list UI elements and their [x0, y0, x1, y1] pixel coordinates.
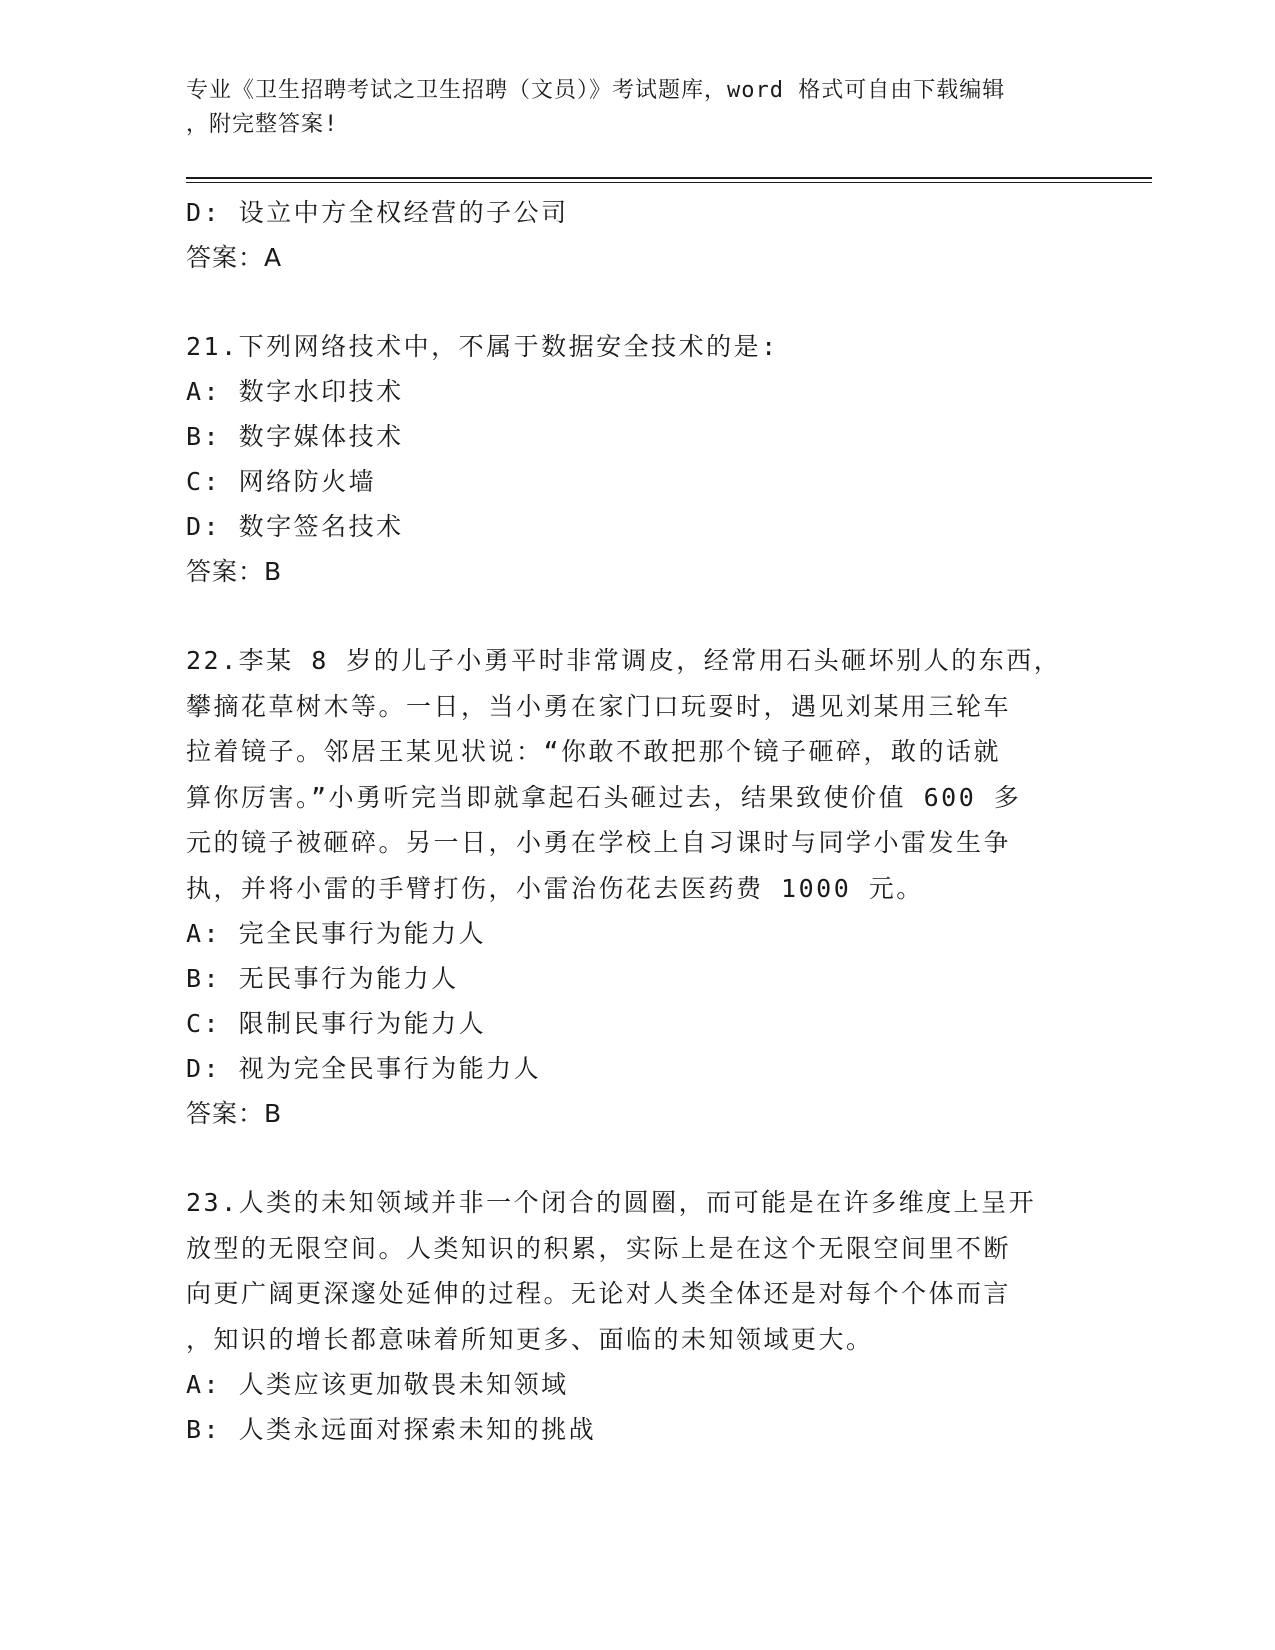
- question-22: [186, 638, 1086, 1136]
- option-a: A: 完全民事行为能力人: [186, 919, 487, 948]
- option-d: D: 设立中方全权经营的子公司: [186, 198, 569, 227]
- header-divider-thin: [186, 182, 1152, 183]
- option-d: D: 视为完全民事行为能力人: [186, 1054, 542, 1083]
- answer-line: 答案：A: [186, 243, 283, 272]
- header-divider-thick: [186, 177, 1152, 179]
- question-stem: 21.下列网络技术中，不属于数据安全技术的是:: [186, 332, 779, 361]
- question-23: [186, 1180, 1086, 1452]
- stem-line: 执，并将小雷的手臂打伤，小雷治伤花去医药费 1000 元。: [186, 873, 924, 903]
- stem-line: ，知识的增长都意味着所知更多、面临的未知领域更大。: [186, 1324, 874, 1354]
- stem-line: 元的镜子被砸碎。另一日，小勇在学校上自习课时与同学小雷发生争: [186, 828, 1012, 857]
- header-line-2: ，附完整答案!: [186, 112, 339, 137]
- answer-line: 答案：B: [186, 557, 283, 586]
- option-a: A: 数字水印技术: [186, 377, 404, 406]
- spacer: [186, 594, 1086, 638]
- answer-line: 答案：B: [186, 1099, 283, 1128]
- option-d: D: 数字签名技术: [186, 512, 404, 541]
- question-21: [186, 324, 1086, 594]
- option-c: C: 限制民事行为能力人: [186, 1009, 487, 1038]
- option-a: A: 人类应该更加敬畏未知领域: [186, 1370, 569, 1399]
- stem-line: 23.人类的未知领域并非一个闭合的圆圈，而可能是在许多维度上呈开: [186, 1188, 1037, 1217]
- question-20-tail: [186, 190, 1086, 280]
- stem-line: 22.李某 8 岁的儿子小勇平时非常调皮，经常用石头砸坏别人的东西，: [186, 646, 1062, 675]
- option-b: B: 数字媒体技术: [186, 422, 404, 451]
- option-c: C: 网络防火墙: [186, 467, 377, 496]
- question-stem: [186, 638, 1086, 911]
- spacer: [186, 280, 1086, 324]
- stem-line: 向更广阔更深邃处延伸的过程。无论对人类全体还是对每个个体而言: [186, 1279, 1012, 1308]
- option-b: B: 人类永远面对探索未知的挑战: [186, 1415, 597, 1444]
- header-line-1: 专业《卫生招聘考试之卫生招聘（文员）》考试题库，word 格式可自由下载编辑: [186, 78, 1006, 103]
- stem-line: 攀摘花草树木等。一日，当小勇在家门口玩耍时，遇见刘某用三轮车: [186, 691, 1012, 721]
- spacer: [186, 1136, 1086, 1180]
- stem-line: 放型的无限空间。人类知识的积累，实际上是在这个无限空间里不断: [186, 1233, 1012, 1263]
- stem-line: 算你厉害。”小勇听完当即就拿起石头砸过去，结果致使价值 600 多: [186, 782, 1022, 812]
- option-b: B: 无民事行为能力人: [186, 964, 459, 993]
- question-stem: [186, 1180, 1086, 1362]
- question-list: [186, 190, 1086, 1452]
- document-header: [186, 74, 1066, 142]
- stem-line: 拉着镜子。邻居王某见状说：“你敢不敢把那个镜子砸碎，敢的话就: [186, 737, 1002, 766]
